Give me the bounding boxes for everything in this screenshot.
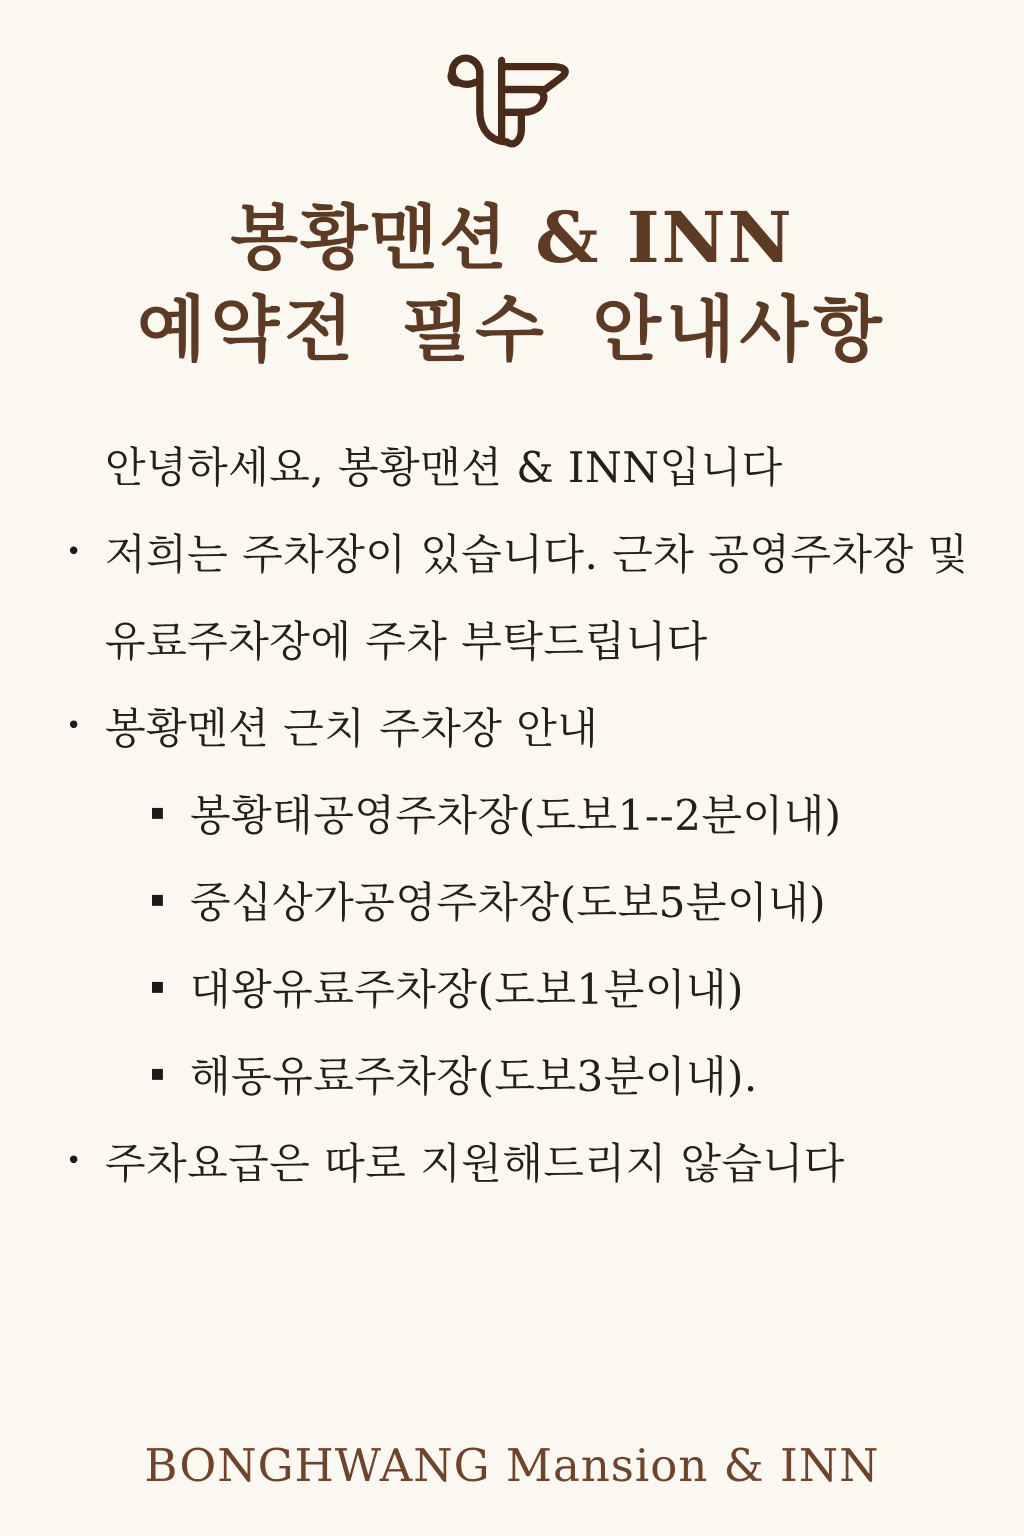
page-title-line1: 봉황맨션 & INN [230,196,794,279]
sub-bullet-item [150,943,974,1030]
bullet-marker: • [66,710,82,741]
intro-line [66,421,974,508]
bullet-item-parking [66,508,974,595]
sub-bullet-marker: ▪ [150,1060,166,1086]
bullet-item-nearby-parking [66,682,974,769]
sub-bullet-text: 봉황태공영주차장(도보1--2분이내) [190,790,842,840]
bullet-text: 주차요급은 따로 지원해드리지 않습니다 [105,1138,845,1188]
footer-brand-text: BONGHWANG Mansion & INN [144,1439,880,1492]
sub-bullet-marker: ▪ [150,973,166,999]
sub-bullet-marker: ▪ [150,799,166,825]
sub-bullet-text: 중십상가공영주차장(도보5분이내) [190,877,827,927]
sub-bullet-text: 대왕유료주차장(도보1분이내) [190,964,744,1014]
bullet-item-parking-fee [66,1117,974,1204]
bullet-text: 유료주차장에 주차 부탁드립니다 [105,616,708,666]
bullet-item-parking-cont [66,595,974,682]
bullet-text: 저희는 주차장이 있습니다. 근차 공영주차장 및 [105,529,969,579]
logo-container [0,0,1024,162]
sub-bullet-text: 해동유료주차장(도보3분이내). [190,1051,758,1101]
notice-content [0,421,1024,1204]
bird-logo-icon [441,50,583,158]
bullet-marker: • [66,1145,82,1176]
page-title-line2: 예약전 필수 안내사항 [137,287,887,371]
sub-bullet-item [150,1030,974,1117]
sub-bullet-item [150,856,974,943]
bullet-marker: • [66,536,82,567]
page-title [0,192,1024,375]
intro-text: 안녕하세요, 봉황맨션 & INN입니다 [105,442,783,492]
sub-bullet-item [150,769,974,856]
bullet-text: 봉황멘션 근치 주차장 안내 [105,703,599,753]
sub-bullet-marker: ▪ [150,886,166,912]
